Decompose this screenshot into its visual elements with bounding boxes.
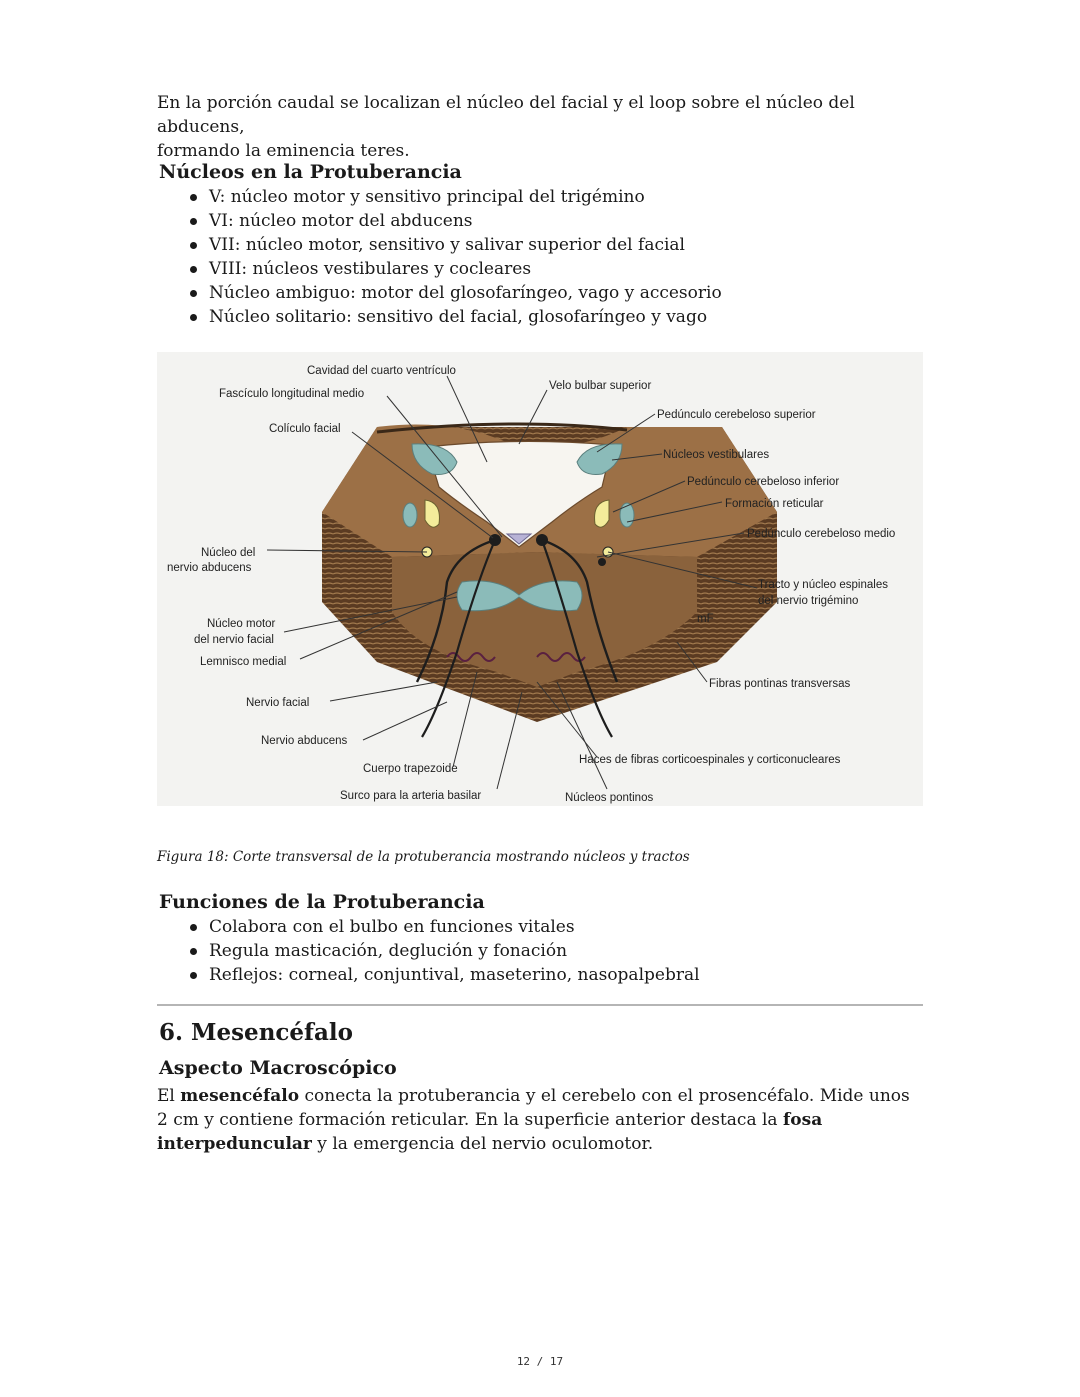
pons-diagram (157, 352, 923, 806)
label-motor-facial-1: Núcleo motor (207, 618, 276, 630)
label-fibras: Fibras pontinas transversas (709, 678, 851, 690)
bullet-icon (190, 266, 197, 273)
list-item: VI: núcleo motor del abducens (187, 209, 923, 233)
nucleos-section (157, 159, 923, 329)
mesencefalo-paragraph: El mesencéfalo conecta la protuberancia y el cerebelo con el prosencéfalo. Mide unos 2 cm y contiene formación reticular. En la superficie anterior destaca la fosa interpeduncular y la emergencia del nervio oculomotor. (157, 1086, 910, 1154)
list-item: V: núcleo motor y sensitivo principal del trigémino (187, 185, 923, 209)
label-trapezoide: Cuerpo trapezoide (363, 763, 458, 775)
list-item: Núcleo solitario: sensitivo del facial, glosofaríngeo y vago (187, 305, 923, 329)
list-item: VIII: núcleos vestibulares y cocleares (187, 257, 923, 281)
label-pontinos: Núcleos pontinos (565, 792, 654, 804)
intro-line-2: formando la eminencia teres. (157, 141, 410, 161)
label-ped-sup: Pedúnculo cerebeloso superior (657, 409, 816, 421)
funciones-section (157, 889, 923, 987)
label-lemnisco: Lemnisco medial (200, 656, 287, 668)
label-cavidad: Cavidad del cuarto ventrículo (307, 365, 456, 377)
section-divider (157, 1004, 923, 1006)
bullet-icon (190, 972, 197, 979)
label-tracto-2: del nervio trigémino (758, 595, 859, 607)
label-abducens-nuc-2: nervio abducens (167, 562, 252, 574)
label-velo: Velo bulbar superior (549, 380, 652, 392)
list-item: Regula masticación, deglución y fonación (187, 939, 923, 963)
nucleos-heading: Núcleos en la Protuberancia (159, 161, 462, 183)
label-vestibulares: Núcleos vestibulares (663, 449, 770, 461)
list-item: Núcleo ambiguo: motor del glosofaríngeo, vago y accesorio (187, 281, 923, 305)
label-haces: Haces de fibras corticoespinales y corticonucleares (579, 754, 841, 766)
aspecto-heading: Aspecto Macroscópico (159, 1057, 397, 1079)
page-number: 12 / 17 (516, 1355, 564, 1368)
bullet-icon (190, 194, 197, 201)
label-coliculo: Colículo facial (269, 423, 341, 435)
label-motor-facial-2: del nervio facial (194, 634, 274, 646)
list-item: Reflejos: corneal, conjuntival, maseterino, nasopalpebral (187, 963, 923, 987)
label-reticular: Formación reticular (725, 498, 824, 510)
label-nervio-abducens: Nervio abducens (261, 735, 348, 747)
pons-cross-section-figure (157, 352, 923, 806)
label-ped-inf: Pedúnculo cerebeloso inferior (687, 476, 840, 488)
label-nervio-facial: Nervio facial (246, 697, 310, 709)
funciones-list (157, 915, 923, 987)
bullet-icon (190, 218, 197, 225)
bullet-icon (190, 242, 197, 249)
label-surco: Surco para la arteria basilar (340, 790, 482, 802)
label-tracto-1: Tracto y núcleo espinales (758, 579, 888, 591)
bullet-icon (190, 314, 197, 321)
figure-caption: Figura 18: Corte transversal de la protuberancia mostrando núcleos y tractos (157, 849, 690, 865)
label-mf: mF (697, 613, 714, 625)
label-fasciculo: Fascículo longitudinal medio (219, 388, 365, 400)
list-item: Colabora con el bulbo en funciones vitales (187, 915, 923, 939)
nucleos-list (157, 185, 923, 329)
funciones-heading: Funciones de la Protuberancia (159, 891, 485, 913)
bullet-icon (190, 948, 197, 955)
intro-paragraph (157, 91, 923, 163)
label-abducens-nuc-1: Núcleo del (201, 547, 256, 559)
list-item: VII: núcleo motor, sensitivo y salivar superior del facial (187, 233, 923, 257)
bullet-icon (190, 924, 197, 931)
bullet-icon (190, 290, 197, 297)
label-ped-medio: Pedúnculo cerebeloso medio (747, 528, 896, 540)
mesencefalo-section (157, 1055, 923, 1156)
section-title-mesencefalo: 6. Mesencéfalo (159, 1019, 353, 1046)
intro-line-1: En la porción caudal se localizan el núcleo del facial y el loop sobre el núcleo del abducens, (157, 93, 855, 137)
